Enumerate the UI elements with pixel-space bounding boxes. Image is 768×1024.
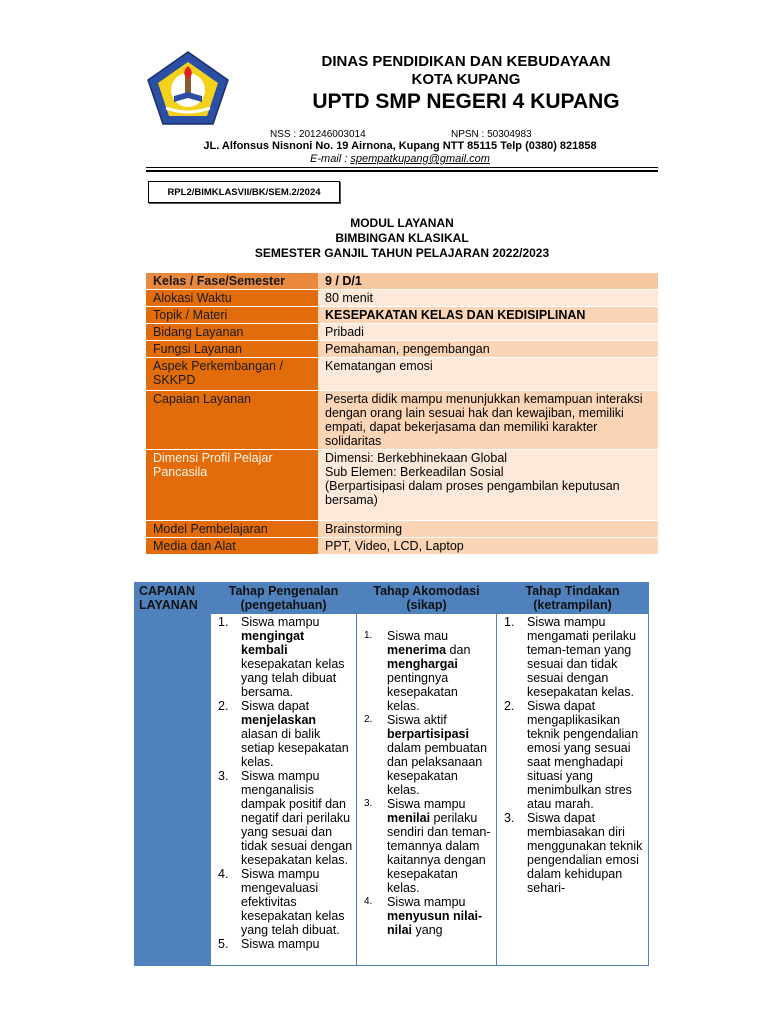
- info-row-capaian: [146, 391, 658, 449]
- list-item: 4. Siswa mampu mengevaluasi efektivitas kesepakatan kelas yang telah dibuat.: [218, 867, 345, 937]
- title-semester: SEMESTER GANJIL TAHUN PELAJARAN 2022/2023: [254, 246, 550, 260]
- info-table: [146, 272, 658, 555]
- info-value: Pribadi: [318, 324, 658, 340]
- email-line: [150, 153, 650, 165]
- info-label: Bidang Layanan: [146, 324, 318, 340]
- info-value: Kematangan emosi: [318, 358, 658, 390]
- stage-header-row: [135, 583, 649, 614]
- info-value: Brainstorming: [318, 521, 658, 537]
- document-code: RPL2/BIMKLASVII/BK/SEM.2/2024: [148, 181, 340, 203]
- list-item: 2. Siswa dapat menjelaskan alasan di balik setiap kesepakatan kelas.: [218, 699, 349, 769]
- list-item: 3. Siswa mampu menganalisis dampak positif dan negatif dari perilaku yang sesuai dan tidak sesuai dengan kesepakatan kelas.: [218, 769, 353, 867]
- list-item: 2. Siswa dapat mengaplikasikan teknik pengendalian emosi yang sesuai saat menghadapi situasi yang menimbulkan stres atau marah.: [504, 699, 639, 811]
- info-value: 80 menit: [318, 290, 658, 306]
- school-logo: [146, 50, 230, 126]
- title-bimbingan: BIMBINGAN KLASIKAL: [335, 231, 469, 245]
- capaian-header: CAPAIAN LAYANAN: [135, 583, 211, 614]
- list-item: 5. Siswa mampu: [218, 937, 320, 951]
- header-kota: KOTA KUPANG: [411, 71, 521, 88]
- info-row-topik: [146, 307, 658, 323]
- info-row-aspek: [146, 358, 658, 390]
- info-label: Model Pembelajaran: [146, 521, 318, 537]
- school-address: JL. Alfonsus Nisnoni No. 19 Airnona, Kupang NTT 85115 Telp (0380) 821858: [203, 140, 597, 152]
- header-school-name: UPTD SMP NEGERI 4 KUPANG: [312, 90, 620, 113]
- info-row-fungsi: [146, 341, 658, 357]
- list-item: 3. Siswa dapat membiasakan diri menggunakan teknik pengendalian emosi dalam kehidupan sehari-: [504, 811, 643, 895]
- info-value: PPT, Video, LCD, Laptop: [318, 538, 658, 554]
- info-label: Capaian Layanan: [146, 391, 318, 449]
- nss-number: NSS : 201246003014: [270, 129, 366, 140]
- info-label: Fungsi Layanan: [146, 341, 318, 357]
- pengenalan-header: Tahap Pengenalan (pengetahuan): [211, 583, 357, 614]
- partisipasi-line: (Berpartisipasi dalam proses pengambilan keputusan bersama): [325, 479, 620, 507]
- info-value: [318, 450, 658, 520]
- npsn-number: NPSN : 50304983: [451, 129, 532, 140]
- info-value: 9 / D/1: [318, 273, 658, 289]
- header-rule-thin: [146, 167, 658, 168]
- info-value: Peserta didik mampu menunjukkan kemampuan interaksi dengan orang lain sesuai hak dan kewajiban, memiliki empati, dapat bekerjasama dan memiliki karakter solidaritas: [318, 391, 658, 449]
- info-row-model: [146, 521, 658, 537]
- stage-table: [134, 582, 649, 966]
- list-item: 4. Siswa mampu menyusun nilai-nilai yang: [364, 895, 483, 937]
- pengenalan-column: [211, 614, 357, 966]
- list-item: 1. Siswa mampu mengingat kembali kesepakatan kelas yang telah dibuat bersama.: [218, 615, 345, 699]
- list-item: 2. Siswa aktif berpartisipasi dalam pembuatan dan pelaksanaan kesepakatan kelas.: [364, 713, 488, 797]
- info-label: Dimensi Profil Pelajar Pancasila: [146, 450, 318, 520]
- info-label: Aspek Perkembangan / SKKPD: [146, 358, 318, 390]
- info-row-dimensi: [146, 450, 658, 520]
- email-label: E-mail :: [310, 153, 351, 165]
- dimensi-line: Dimensi: Berkebhinekaan Global: [325, 451, 508, 465]
- title-modul: MODUL LAYANAN: [350, 216, 454, 230]
- tindakan-header: Tahap Tindakan (ketrampilan): [497, 583, 649, 614]
- info-value: Pemahaman, pengembangan: [318, 341, 658, 357]
- info-label: Kelas / Fase/Semester: [146, 273, 318, 289]
- capaian-column: [135, 614, 211, 966]
- list-item: 1. Siswa mau menerima dan menghargai pentingnya kesepakatan kelas.: [364, 629, 471, 713]
- tindakan-column: [497, 614, 649, 966]
- header-dinas: DINAS PENDIDIKAN DAN KEBUDAYAAN: [321, 53, 611, 70]
- info-row-bidang: [146, 324, 658, 340]
- stage-body-row: [135, 614, 649, 966]
- sub-elemen-line: Sub Elemen: Berkeadilan Sosial: [325, 465, 504, 479]
- akomodasi-header: Tahap Akomodasi (sikap): [357, 583, 497, 614]
- akomodasi-column: [357, 614, 497, 966]
- info-label: Alokasi Waktu: [146, 290, 318, 306]
- header-rule-thick: [146, 170, 658, 172]
- info-label: Media dan Alat: [146, 538, 318, 554]
- email-link[interactable]: spempatkupang@gmail.com: [350, 153, 490, 165]
- info-row-alokasi: [146, 290, 658, 306]
- info-row-kelas: [146, 273, 658, 289]
- list-item: 3. Siswa mampu menilai perilaku sendiri dan teman-temannya dalam kaitannya dengan kesepakatan kelas.: [364, 797, 491, 895]
- list-item: 1. Siswa mampu mengamati perilaku teman-teman yang sesuai dan tidak sesuai dengan kesepakatan kelas.: [504, 615, 637, 699]
- info-value: KESEPAKATAN KELAS DAN KEDISIPLINAN: [318, 307, 658, 323]
- info-label: Topik / Materi: [146, 307, 318, 323]
- info-row-media: [146, 538, 658, 554]
